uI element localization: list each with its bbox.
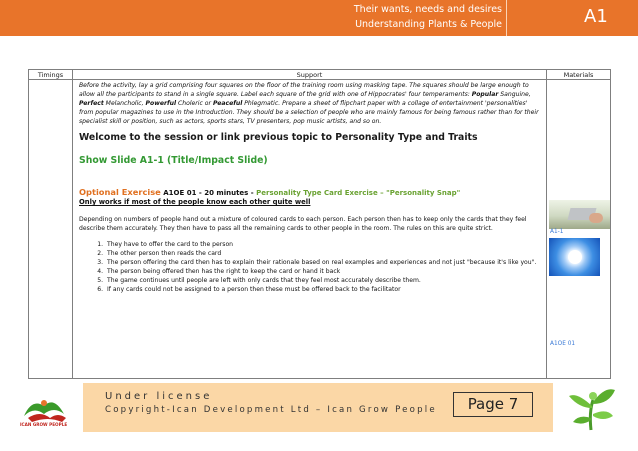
support-header: Support (73, 70, 547, 80)
list-item: 5. The game continues until people are left with only cards that they feel most accurately describe them. (105, 276, 542, 285)
timings-cell (29, 80, 73, 379)
header-subtitle-1: Their wants, needs and desires (353, 4, 502, 15)
material-label-1: A1-1 (550, 229, 564, 235)
intro-instructions: Before the activity, lay a grid comprising four squares on the floor of the training room using masking tape. The squares should be large enough to allow all the participants to stand in a single square. Label each square of the grid with one of Hippocrates' four temperaments: Popular Sanguine, Perfect Melancholic, Powerful Choleric or Peaceful Phlegmatic. Prepare a sheet of flipchart paper with a collage of entertainment 'personalities' from popular magazines to use in the Introduction. They should be a selection of people who are mainly famous for being famous rather than for their specialist skill or position, such as actors, sports stars, TV presenters, pop music artists, and so on. (79, 82, 539, 125)
list-item: 2. The other person then reads the card (105, 249, 542, 258)
optional-exercise-heading: Optional Exercise A1OE 01 - 20 minutes - Personality Type Card Exercise – "Personality Snap" (79, 187, 461, 197)
materials-cell (547, 80, 611, 379)
copyright-text: Copyright-Ican Development Ltd – Ican Grow People (105, 405, 437, 415)
show-slide-heading: Show Slide A1-1 (Title/Impact Slide) (79, 155, 268, 166)
list-item: 3. The person offering the card then has to explain their rationale based on real examples and experiences and not just "because it's like you". (105, 258, 542, 267)
support-cell (73, 80, 547, 379)
plant-person-icon (563, 382, 621, 432)
header-bar (0, 0, 638, 36)
module-code: A1 (584, 6, 608, 27)
dandelion-icon (568, 250, 582, 264)
welcome-heading: Welcome to the session or link previous topic to Personality Type and Traits (79, 132, 478, 143)
slide-thumbnail-a1-1 (549, 200, 610, 229)
footer-banner (83, 383, 553, 432)
hand-icon (589, 213, 603, 223)
list-item: 4. The person being offered then has the right to keep the card or hand it back (105, 267, 542, 276)
license-text: Under license (105, 391, 213, 402)
timings-header: Timings (29, 70, 73, 80)
exercise-thumbnail-a1oe-01 (549, 238, 600, 276)
exercise-description: Depending on numbers of people hand out a mixture of coloured cards to each person. Each person then has to keep only the cards that they feel describe them accurately. They then have to pass all the remaining cards to other people in the room. The rules on this are quite strict. (79, 216, 527, 232)
exercise-note: Only works if most of the people know each other quite well (79, 198, 311, 206)
page-number: Page 7 (453, 392, 533, 417)
list-item: 1. They have to offer the card to the person (105, 240, 542, 249)
materials-header: Materials (547, 70, 611, 80)
exercise-rules-list (79, 240, 542, 294)
material-label-2: A1OE 01 (550, 341, 576, 347)
logo-text: ICAN GROW PEOPLE (20, 422, 68, 427)
header-divider (506, 0, 507, 36)
list-item: 6. If any cards could not be assigned to a person then these must be offered back to the facilitator (105, 285, 542, 294)
header-subtitle-2: Understanding Plants & People (355, 19, 502, 30)
session-plan-table (28, 69, 611, 379)
